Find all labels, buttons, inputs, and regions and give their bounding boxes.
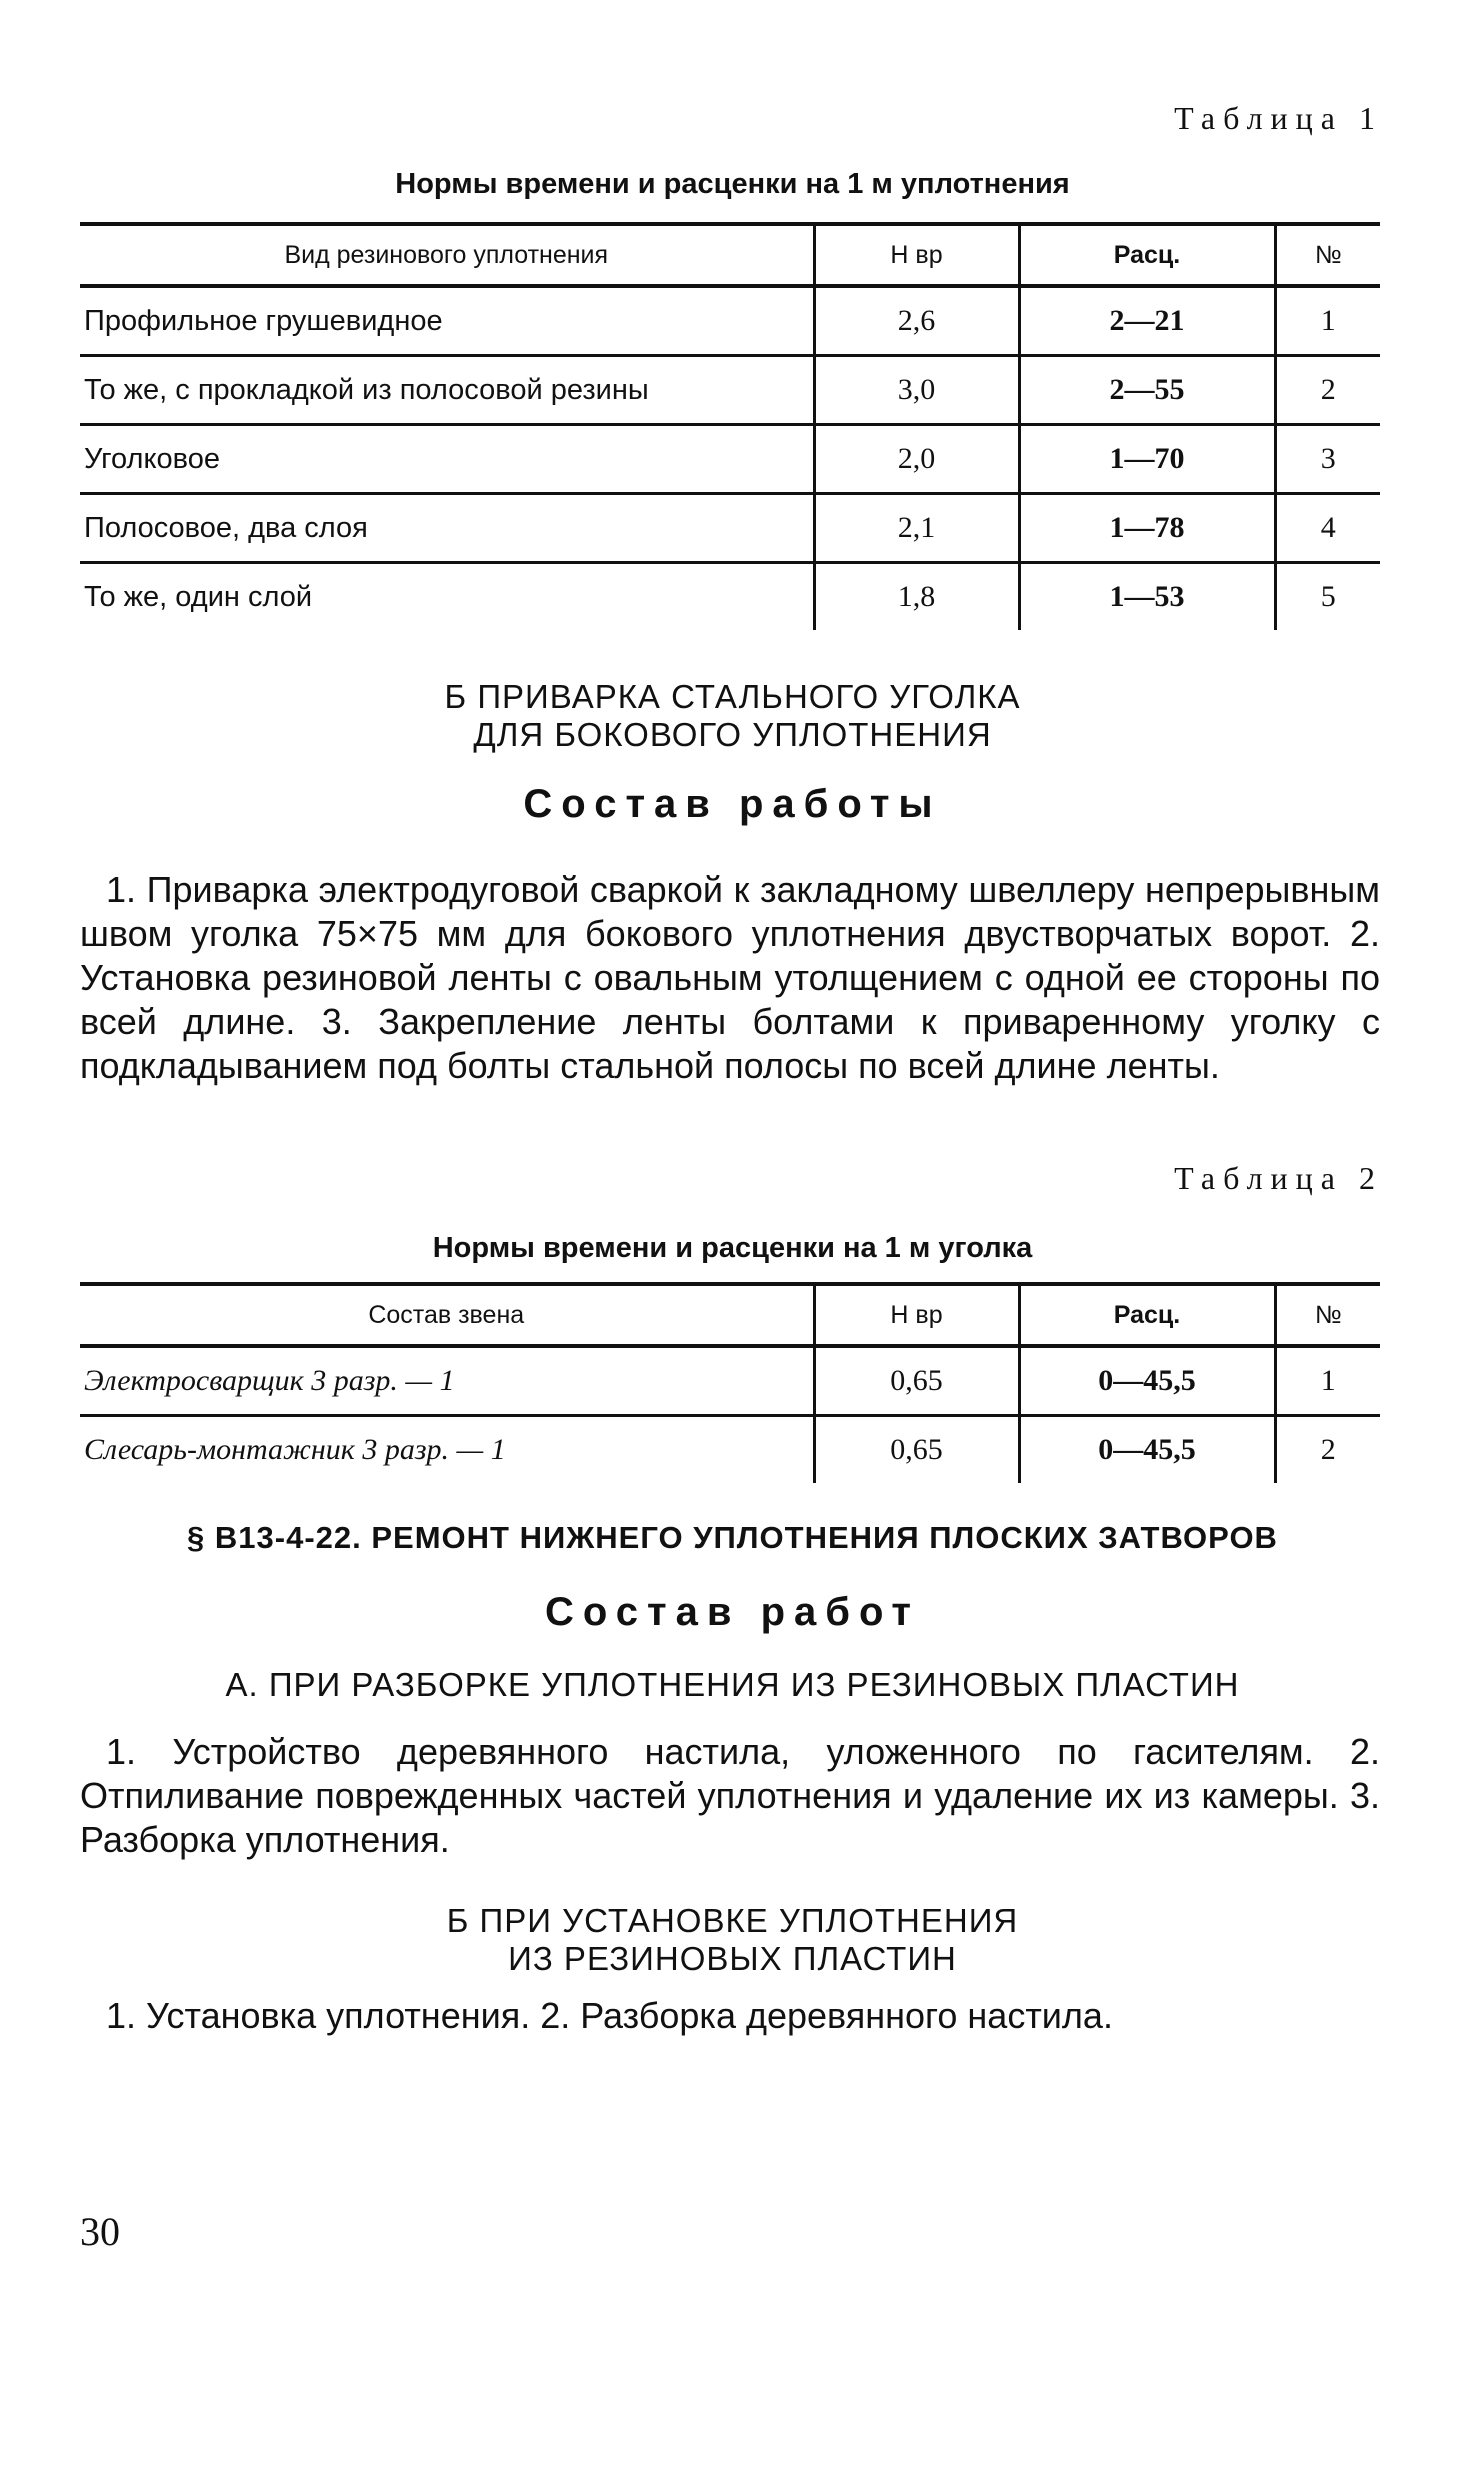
- table-cell-number: 1: [1275, 286, 1380, 356]
- table2-caption: Таблица 2: [1174, 1160, 1383, 1196]
- table-cell-number: 2: [1320, 1433, 1336, 1466]
- table-cell-number: 1: [1275, 1346, 1380, 1416]
- table2-header-team: Состав звена: [80, 1284, 814, 1346]
- section-main-subheading: Состав работ: [545, 1590, 920, 1634]
- table2-header-nvr: Н вр: [814, 1284, 1019, 1346]
- table-row: [80, 563, 1380, 631]
- table-row: [80, 425, 1380, 494]
- table-cell-type: Уголковое: [80, 425, 814, 494]
- table-row: [80, 286, 1380, 356]
- table-cell-team: Электросварщик 3 разр. — 1: [80, 1346, 814, 1416]
- section-b1-heading: [0, 678, 1465, 754]
- table2-header-rate: Расц.: [1019, 1284, 1275, 1346]
- table-cell-nvr: 0,65: [814, 1416, 1019, 1484]
- section-b1-heading-line2: ДЛЯ БОКОВОГО УПЛОТНЕНИЯ: [473, 716, 992, 753]
- table1-header-type: Вид резинового уплотнения: [80, 224, 814, 286]
- table-cell-nvr: 1,8: [814, 563, 1019, 631]
- table1-header-rate: Расц.: [1019, 224, 1275, 286]
- part-b-heading: [0, 1902, 1465, 1978]
- table1-header-number: №: [1275, 224, 1380, 286]
- table-cell-nvr: 3,0: [814, 356, 1019, 425]
- table-cell-team: Слесарь-монтажник 3 разр. — 1: [80, 1416, 814, 1484]
- part-a-text: 1. Устройство деревянного настила, уложенного по гасителям. 2. Отпиливание поврежденных частей уплотнения и удаление их из камеры. 3. Разборка уплотнения.: [80, 1731, 1380, 1860]
- table-cell-type: Профильное грушевидное: [80, 286, 814, 356]
- table-cell-nvr: 2,6: [814, 286, 1019, 356]
- table1: [80, 222, 1380, 630]
- table-cell-type: Полосовое, два слоя: [80, 494, 814, 563]
- table-cell-rate: 1—78: [1019, 494, 1275, 563]
- section-b1-subheading: Состав работы: [523, 782, 942, 826]
- section-b1-text: 1. Приварка электродуговой сваркой к закладному швеллеру непрерывным швом уголка 75×75 мм для бокового уплотнения двустворчатых ворот. 2. Установка резиновой ленты с овальным утолщением с одной ее стороны по всей длине. 3. Закрепление ленты болтами к приваренному уголку с подкладыванием под болты стальной полосы по всей длине ленты.: [80, 869, 1380, 1086]
- table-cell-rate: 0—45,5: [1019, 1416, 1275, 1484]
- table-cell-nvr: 2,0: [814, 425, 1019, 494]
- table2-title: Нормы времени и расценки на 1 м уголка: [432, 1232, 1033, 1264]
- table-cell-number: 5: [1320, 580, 1336, 613]
- table2-header-number: №: [1275, 1284, 1380, 1346]
- table-cell-nvr: 2,1: [814, 494, 1019, 563]
- table1-header-nvr: Н вр: [814, 224, 1019, 286]
- section-b1-heading-line1: Б ПРИВАРКА СТАЛЬНОГО УГОЛКА: [444, 678, 1021, 715]
- table-cell-rate: 0—45,5: [1019, 1346, 1275, 1416]
- part-b-text: 1. Установка уплотнения. 2. Разборка деревянного настила.: [106, 1995, 1113, 2036]
- table-cell-rate: 1—70: [1019, 425, 1275, 494]
- table1-title: Нормы времени и расценки на 1 м уплотнения: [395, 168, 1070, 200]
- part-b-heading-line2: ИЗ РЕЗИНОВЫХ ПЛАСТИН: [508, 1940, 957, 1977]
- table2-header-row: [80, 1284, 1380, 1346]
- table-cell-number: 3: [1275, 425, 1380, 494]
- table-cell-rate: 1—53: [1019, 563, 1275, 631]
- table-row: [80, 356, 1380, 425]
- table-row: [80, 1416, 1380, 1484]
- table-cell-type: То же, один слой: [80, 563, 814, 631]
- table-cell-rate: 2—55: [1019, 356, 1275, 425]
- table-cell-number: 2: [1275, 356, 1380, 425]
- table2: [80, 1282, 1380, 1483]
- table1-header-row: [80, 224, 1380, 286]
- table1-caption: Таблица 1: [1174, 100, 1383, 136]
- table-row: [80, 1346, 1380, 1416]
- table-cell-type: То же, с прокладкой из полосовой резины: [80, 356, 814, 425]
- table-cell-nvr: 0,65: [814, 1346, 1019, 1416]
- part-a-heading: А. ПРИ РАЗБОРКЕ УПЛОТНЕНИЯ ИЗ РЕЗИНОВЫХ ПЛАСТИН: [225, 1666, 1240, 1703]
- section-title: § В13-4-22. РЕМОНТ НИЖНЕГО УПЛОТНЕНИЯ ПЛОСКИХ ЗАТВОРОВ: [187, 1520, 1278, 1555]
- table-cell-rate: 2—21: [1019, 286, 1275, 356]
- table-row: [80, 494, 1380, 563]
- page-number: 30: [80, 2209, 120, 2254]
- table-cell-number: 4: [1275, 494, 1380, 563]
- part-b-heading-line1: Б ПРИ УСТАНОВКЕ УПЛОТНЕНИЯ: [446, 1902, 1019, 1939]
